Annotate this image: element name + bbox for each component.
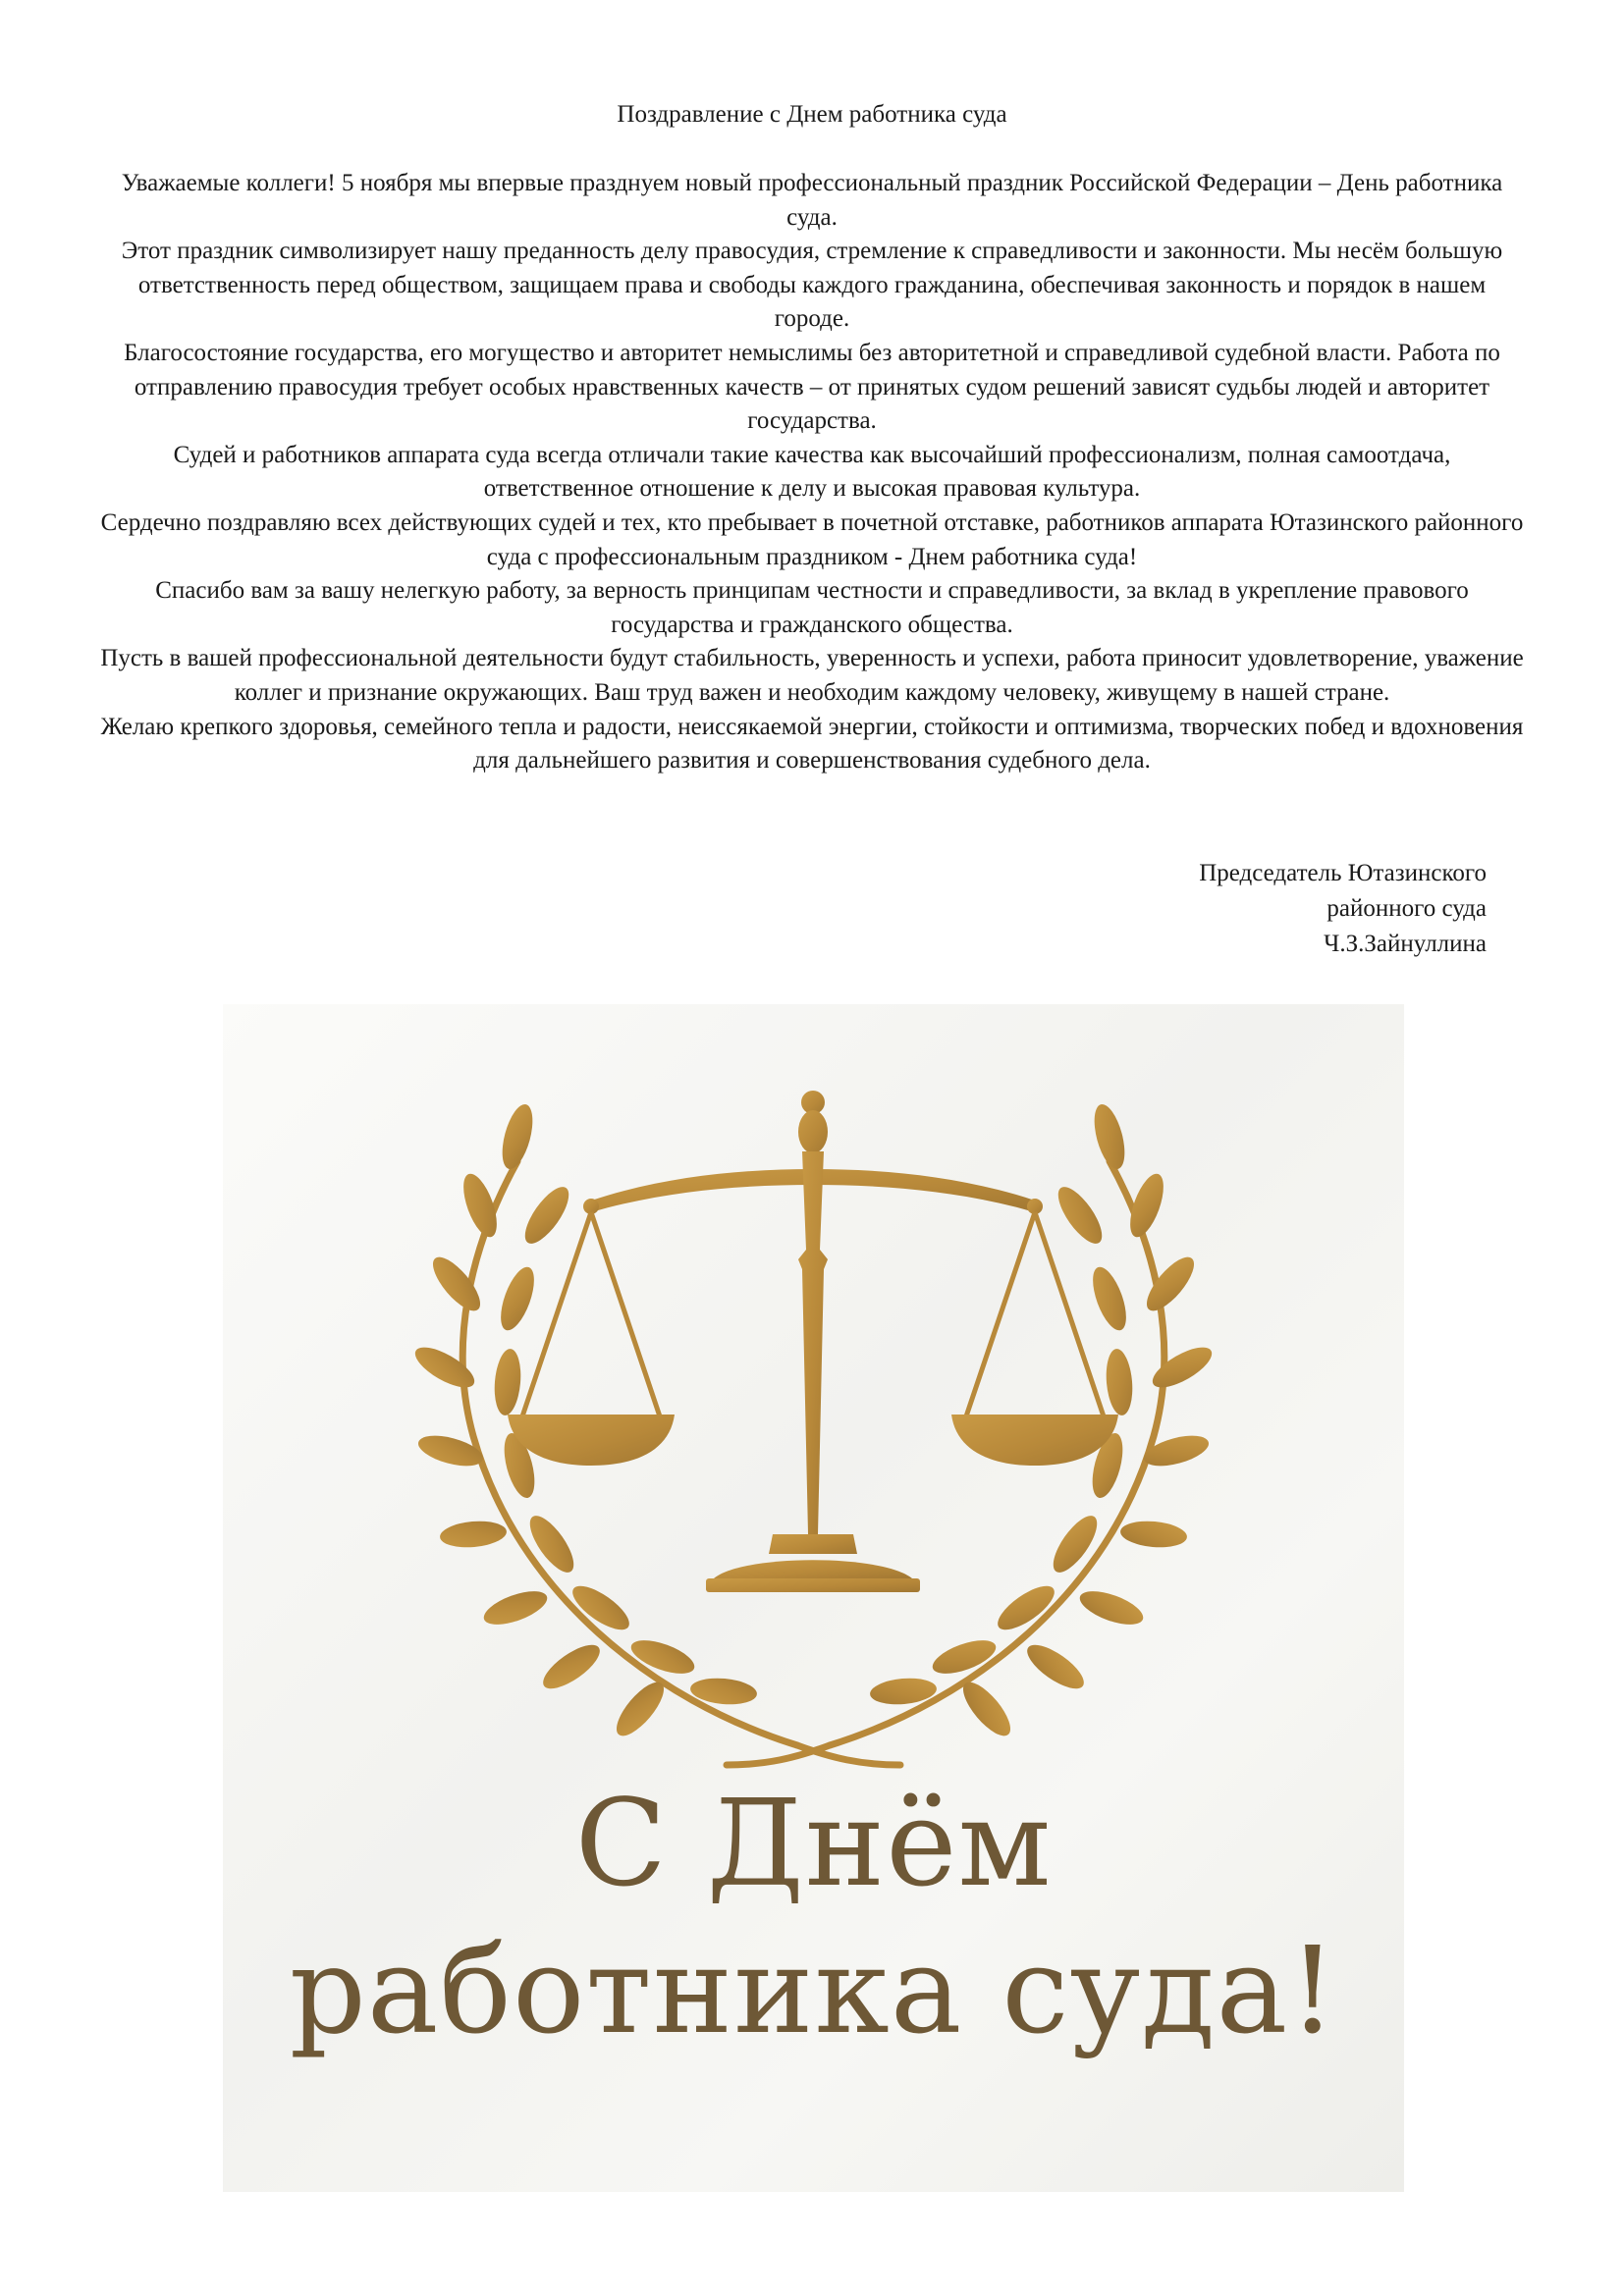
greeting-card-image [223,1004,1404,2192]
document-title: Поздравление с Днем работника суда [617,101,1007,128]
paragraph: Благосостояние государства, его могущество и авторитет немыслимы без авторитетной и справедливой судебной власти. Работа по отправлению правосудия требует особых нравственных качеств – от принятых судом решений зависят судьбы людей и авторитет государства. [124,339,1500,435]
paragraph: Судей и работников аппарата суда всегда отличали такие качества как высочайший профессионализм, полная самоотдача, ответственное отношение к делу и высокая правовая культура. [173,441,1451,503]
signature-block [1199,856,1487,962]
paragraph: Желаю крепкого здоровья, семейного тепла и радости, неиссякаемой энергии, стойкости и оптимизма, творческих побед и вдохновения для дальнейшего развития и совершенствования судебного дела. [100,713,1524,774]
paragraph: Уважаемые коллеги! 5 ноября мы впервые празднуем новый профессиональный праздник Российской Федерации – День работника суда. [121,170,1503,231]
paragraph: Сердечно поздравляю всех действующих судей и тех, кто пребывает в почетной отставке, работников аппарата Ютазинского районного суда с профессиональным праздником - Днем работника суда! [100,508,1524,570]
paragraph: Спасибо вам за вашу нелегкую работу, за верность принципам честности и справедливости, за вклад в укрепление правового государства и гражданского общества. [155,577,1469,638]
signature-position-court: районного суда [1326,895,1487,922]
letter-body [98,167,1526,778]
signature-name: Ч.З.Зайнуллина [1324,931,1487,957]
signature-position: Председатель Ютазинского [1199,860,1487,886]
paragraph: Пусть в вашей профессиональной деятельности будут стабильность, уверенность и успехи, работа приносит удовлетворение, уважение коллег и признание окружающих. Ваш труд важен и необходим каждому человеку, живущему в нашей стране. [100,645,1524,706]
paragraph: Этот праздник символизирует нашу преданность делу правосудия, стремление к справедливости и законности. Мы несём большую ответственность перед обществом, защищаем права и свободы каждого гражданина, обеспечивая законность и порядок в нашем городе. [121,238,1503,333]
greeting-caption-line2: работника суда! [289,1921,1338,2060]
greeting-caption-line1: С Днём [574,1774,1053,1913]
scales-of-justice-icon [508,1091,1118,1592]
